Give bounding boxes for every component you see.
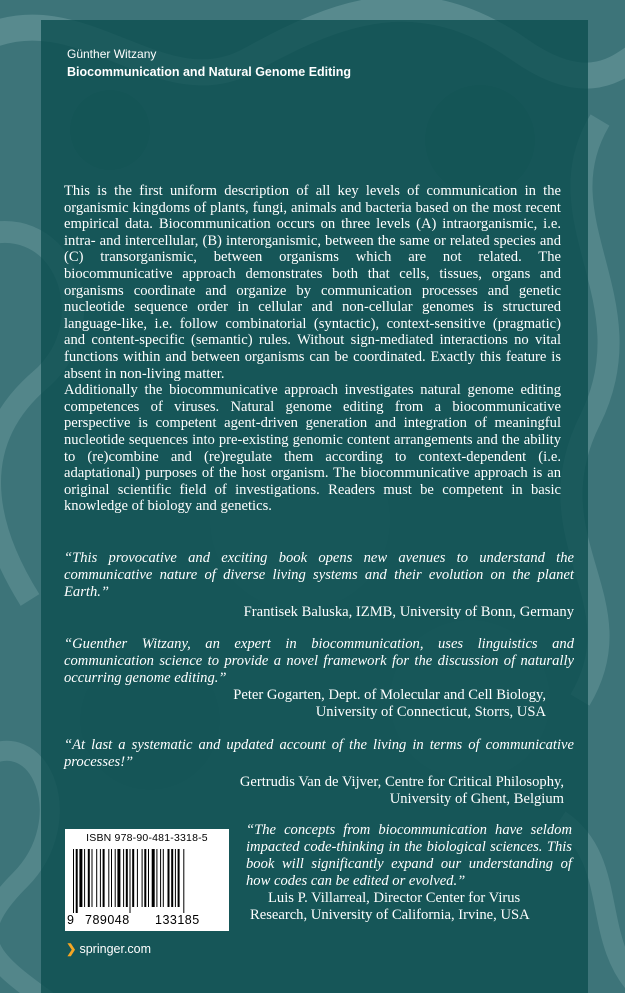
review-quote-4 xyxy=(246,822,572,924)
quote-attribution-affiliation: University of Connecticut, Storrs, USA xyxy=(315,704,546,720)
barcode-bars xyxy=(73,849,221,913)
quote-attribution: Peter Gogarten, Dept. of Molecular and Cell Biology, xyxy=(233,687,546,703)
isbn-number: ISBN 978-90-481-3318-5 xyxy=(86,832,208,844)
quote-attribution: Frantisek Baluska, IZMB, University of Bonn, Germany xyxy=(243,604,574,620)
quote-attribution: Gertrudis Van de Vijver, Centre for Critical Philosophy, xyxy=(239,774,564,790)
quote-text: “At last a systematic and updated account of the living in terms of communicative processes!” xyxy=(64,737,574,770)
publisher-url: springer.com xyxy=(79,942,152,956)
quote-text: “This provocative and exciting book opens new avenues to understand the communicative nature of diverse living systems and their evolution on the planet Earth.” xyxy=(64,550,574,600)
quote-text: “The concepts from biocommunication have seldom impacted code-thinking in the biological sciences. This book will significantly expand our understanding of how codes can be edited or evolved.” xyxy=(246,822,572,889)
book-title: Biocommunication and Natural Genome Editing xyxy=(67,65,352,79)
publisher-link[interactable] xyxy=(66,941,151,956)
quote-text: “Guenther Witzany, an expert in biocommunication, uses linguistics and communication science to provide a novel framework for the discussion of naturally occurring genome editing.” xyxy=(64,636,574,686)
review-quote-2 xyxy=(64,636,574,721)
quote-attribution-affiliation: University of Ghent, Belgium xyxy=(389,791,564,807)
barcode-digits-right: 133185 xyxy=(155,913,200,927)
barcode-digits-left: 789048 xyxy=(85,913,130,927)
barcode-digit-first: 9 xyxy=(67,913,75,927)
quote-attribution-affiliation: Research, University of California, Irvine, USA xyxy=(250,907,530,923)
author-name: Günther Witzany xyxy=(67,47,157,61)
description-paragraph-2: Additionally the biocommunicative approach investigates natural genome editing competences of viruses. Natural genome editing from a biocommunicative perspective is competent agent-driven generation and integration of meaningful nucleotide sequences into pre-existing genomic content arrangements and the ability to (re)combine and (re)regulate them according to context-dependent (i.e. adaptational) purposes of the host organism. The biocommunicative approach is an original scientific field of investigations. Readers must be competent in basic knowledge of biology and genetics. xyxy=(64,382,561,515)
review-quote-1 xyxy=(64,550,574,621)
quote-attribution: Luis P. Villarreal, Director Center for Virus xyxy=(268,890,521,906)
chevron-right-icon: ❯ xyxy=(66,942,77,956)
book-description xyxy=(64,183,561,515)
description-paragraph-1: This is the first uniform description of all key levels of communication in the organismic kingdoms of plants, fungi, animals and bacteria based on the most recent empirical data. Biocommunication occurs on three levels (A) intraorganismic, i.e. intra- and intercellular, (B) interorganismic, between the same or related species and (C) transorganismic, between organisms which are not related. The biocommunicative approach demonstrates both that cells, tissues, organs and organisms coordinate and organize by communication processes and genetic nucleotide sequence order in cellular and non-cellular genomes is structured language-like, i.e. follow combinatorial (syntactic), context-sensitive (pragmatic) and content-specific (semantic) rules. Without sign-mediated interactions no vital functions within and between organisms can be coordinated. Exactly this feature is absent in non-living matter. xyxy=(64,183,561,382)
isbn-barcode xyxy=(65,829,229,931)
review-quote-3 xyxy=(64,737,574,808)
